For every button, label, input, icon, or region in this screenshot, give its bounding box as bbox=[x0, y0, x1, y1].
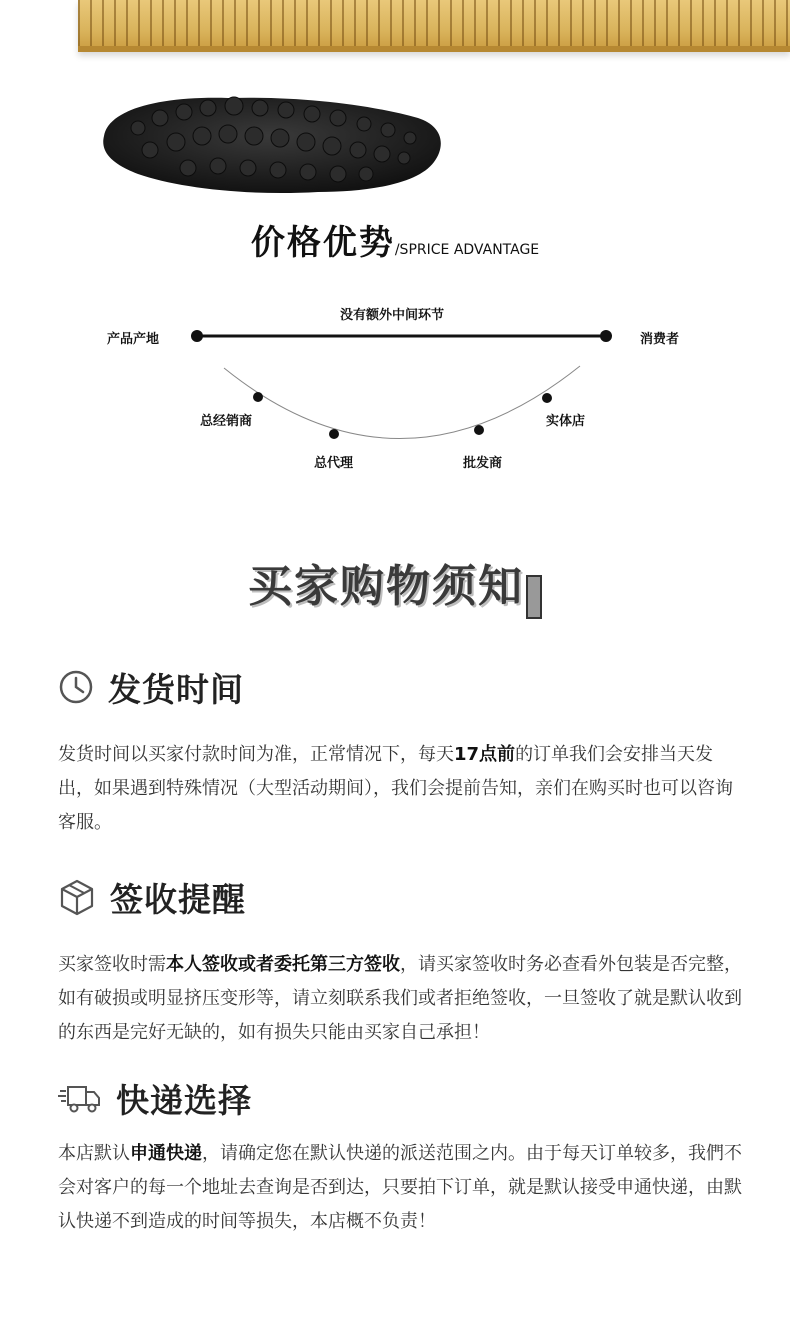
text-emphasis: 本人签收或者委托第三方签收 bbox=[166, 954, 400, 975]
node-dot bbox=[474, 425, 484, 435]
sea-cucumber-image bbox=[98, 88, 448, 198]
courier-choice-header bbox=[58, 1076, 252, 1120]
shipping-time-header bbox=[58, 665, 244, 709]
bamboo-mat-image bbox=[78, 0, 790, 52]
receipt-reminder-title: 签收提醒 bbox=[110, 879, 246, 919]
price-advantage-title: 价格优势 bbox=[250, 223, 395, 263]
text-part: 的订单我们会安排当天发出，如果遇到特殊情况（大型活动期间），我们会提前告知，亲们在购买时也可以咨询客服。 bbox=[58, 744, 733, 833]
consumer-label: 消费者 bbox=[640, 332, 680, 347]
supply-chain-diagram bbox=[0, 290, 790, 490]
price-advantage-subtitle: /SPRICE ADVANTAGE bbox=[394, 242, 540, 258]
text-emphasis: 申通快递 bbox=[130, 1143, 202, 1164]
buyer-notice-heading bbox=[0, 550, 790, 619]
text-part: 本店默认 bbox=[58, 1143, 130, 1164]
origin-label: 产品产地 bbox=[107, 332, 160, 347]
node-dot bbox=[253, 392, 263, 402]
delivery-truck-icon bbox=[58, 1081, 102, 1115]
price-advantage-heading bbox=[0, 215, 790, 264]
node-dot bbox=[329, 429, 339, 439]
node-label: 总代理 bbox=[314, 456, 354, 471]
text-part: 发货时间以买家付款时间为准，正常情况下，每天 bbox=[58, 744, 454, 765]
bamboo-mat-edge bbox=[78, 46, 790, 52]
text-part: ，请确定您在默认快递的派送范围之内。由于每天订单较多，我們不会对客户的每一个地址去查询是否到达，只要拍下订单，就是默认接受申通快递，由默认快递不到造成的时间等损失，本店概不负责！ bbox=[58, 1143, 742, 1232]
receipt-reminder-header bbox=[58, 875, 246, 919]
receipt-reminder-text bbox=[58, 948, 748, 1050]
courier-choice-text bbox=[58, 1137, 748, 1239]
middleman-curve bbox=[224, 366, 580, 439]
text-part: 买家签收时需 bbox=[58, 954, 166, 975]
buyer-notice-title: 买家购物须知 bbox=[248, 561, 524, 612]
no-middleman-label: 没有额外中间环节 bbox=[340, 308, 445, 323]
shipping-time-text bbox=[58, 738, 748, 840]
node-label: 总经销商 bbox=[200, 414, 253, 429]
courier-choice-title: 快递选择 bbox=[116, 1080, 252, 1120]
consumer-dot bbox=[600, 330, 612, 342]
node-label: 实体店 bbox=[546, 414, 586, 429]
node-dot bbox=[542, 393, 552, 403]
text-emphasis: 17点前 bbox=[454, 744, 516, 765]
origin-dot bbox=[191, 330, 203, 342]
shipping-time-title: 发货时间 bbox=[108, 669, 244, 709]
node-label: 批发商 bbox=[463, 456, 503, 471]
clock-icon bbox=[58, 669, 94, 705]
text-part: ，请买家签收时务必查看外包装是否完整，如有破损或明显挤压变形等，请立刻联系我们或者拒绝签收，一旦签收了就是默认收到的东西是完好无缺的，如有损失只能由买家自己承担！ bbox=[58, 954, 742, 1043]
package-box-icon bbox=[58, 878, 96, 916]
title-cursor-bar bbox=[526, 575, 542, 619]
